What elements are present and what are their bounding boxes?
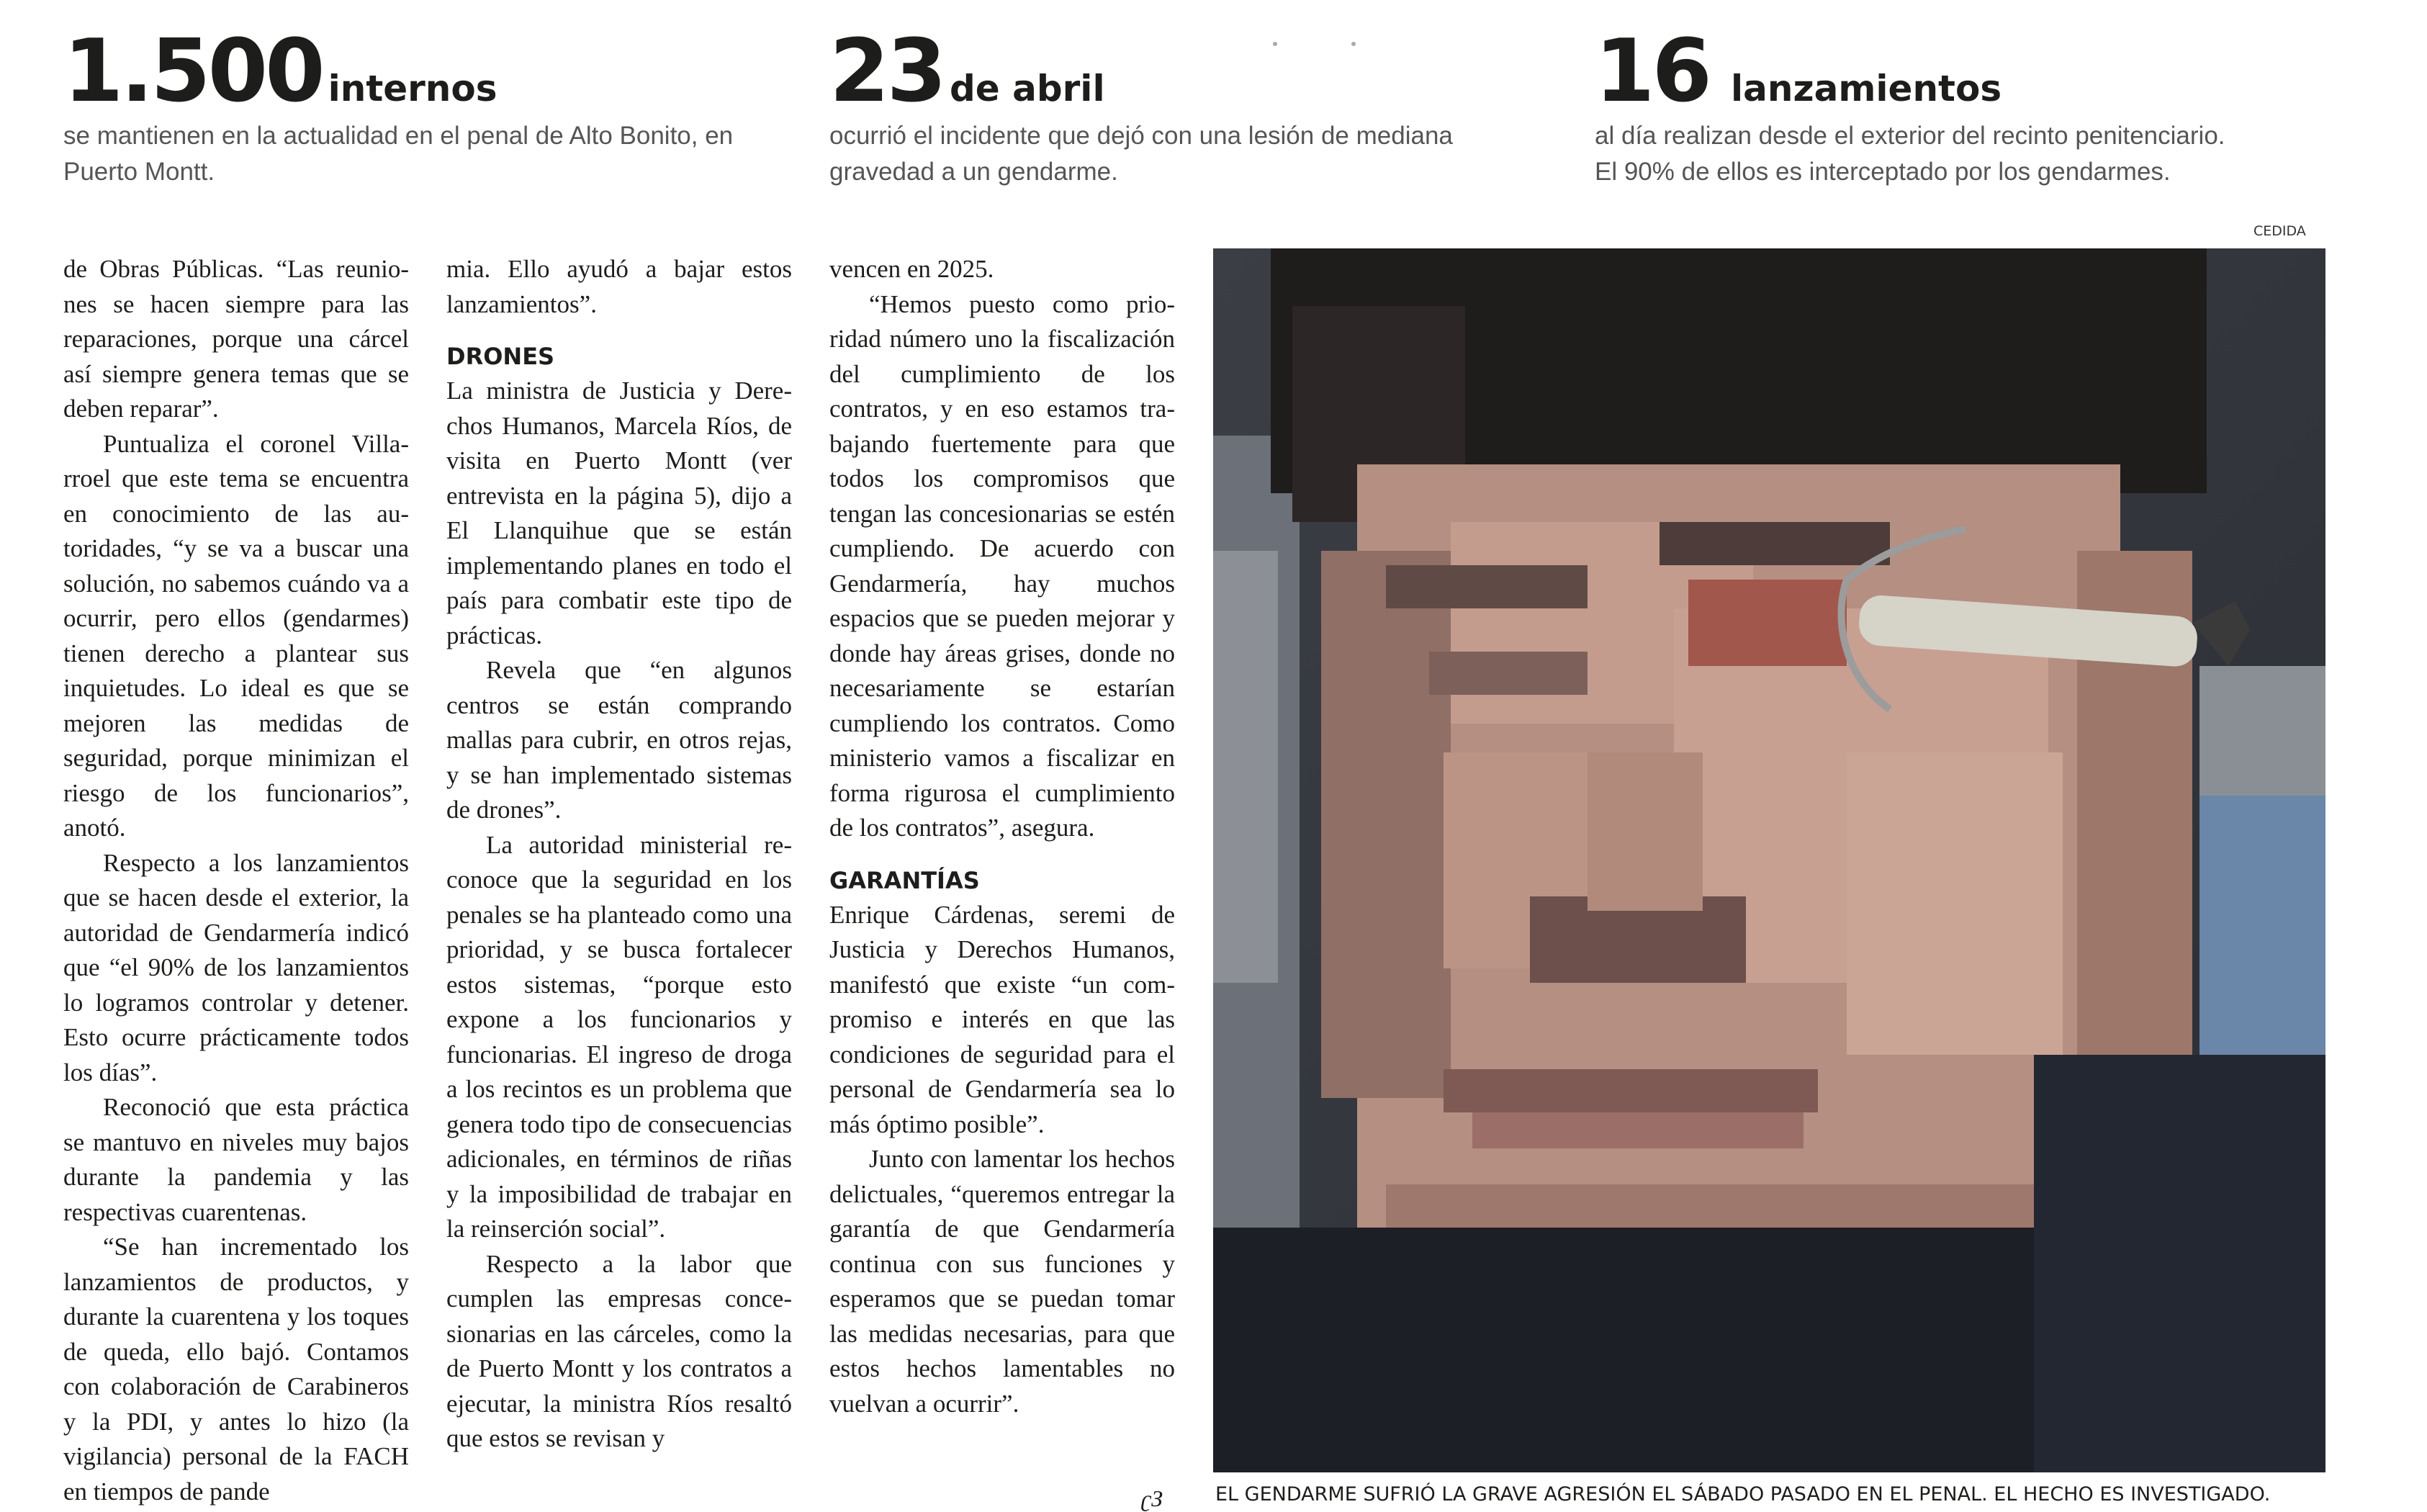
body-paragraph: La ministra de Justicia y Derechos Humanos, Marcela Ríos, de visita en Puerto Montt (ver entrevista en la página 5), dijo a El Llanquihue que se están implementando planes en todo el país para combatir este tipo de prácticas.: [446, 377, 792, 649]
stat-unit: lanzamientos: [1731, 68, 2002, 109]
body-paragraph: “Hemos puesto como prioridad número uno la fiscalización del cumplimiento de los contratos, y en eso estamos trabajando fuertemente para que todos los compromisos que tengan las concesionarias se estén cumpliendo. De acuerdo con Gendarmería, hay muchos espacios que se pueden mejorar y donde hay áreas grises, donde no necesariamente se estarían cumpliendo los contratos. Como ministerio vamos a fiscalizar en forma rigurosa el cumplimiento de los contratos”, asegura.: [829, 289, 1175, 842]
body-paragraph: La autoridad ministerial reconoce que la seguridad en los penales se ha planteado como una prioridad, y se busca fortalecer estos sistemas, “porque esto expone a los funcionarios y funcionarias. El ingreso de droga a los recintos es un problema que genera todo tipo de consecuencias adicionales, en términos de riñas y la imposibilidad de trabajar en la reinserción social”.: [446, 830, 792, 1243]
stat-unit: de abril: [950, 68, 1105, 109]
pixelated-photo: [1213, 248, 2325, 1472]
stat-number: 16: [1595, 22, 1709, 122]
section-heading-garantias: GARANTÍAS: [829, 866, 980, 894]
stat-description: Puerto Montt.: [63, 158, 215, 186]
body-paragraph: Respecto a los lanzamientos que se hacen desde el exterior, la autoridad de Gendarmería indicó que “el 90% de los lanzamientos lo logramos controlar y detener. Esto ocurre prácticamente todos los días”.: [63, 848, 409, 1086]
stat-number: 1.500: [63, 22, 323, 122]
stat-description: se mantienen en la actualidad en el penal de Alto Bonito, en: [63, 122, 734, 150]
body-paragraph: Puntualiza el coronel Villarroel que este tema se encuentra en conocimiento de las autoridades, “y se va a buscar una solución, no sabemos cuándo va a ocurrir, pero ellos (gendarmes) tienen derecho a plantear sus inquietudes. Lo ideal es que se mejoren las medidas de seguridad, porque minimizan el riesgo de los funcionarios”, anotó.: [63, 429, 409, 842]
body-paragraph: de Obras Públicas. “Las reuniones se hacen siempre para las reparaciones, porque una cárcel así siempre genera temas que se deben reparar”.: [63, 255, 409, 423]
author-end-mark: ʗЗ: [1141, 1485, 1163, 1511]
stat-description: gravedad a un gendarme.: [829, 158, 1118, 186]
section-heading-drones: DRONES: [446, 343, 555, 370]
body-paragraph: Junto con lamentar los hechos delictuales, “queremos entregar la garantía de que Gendarmería continua con sus funciones y esperamos que se puedan tomar las medidas necesarias, para que estos hechos lamentables no vuelvan a ocurrir”.: [829, 1145, 1175, 1418]
article-column-3: [829, 252, 1175, 1421]
stat-description: al día realizan desde el exterior del recinto penitenciario.: [1595, 122, 2225, 150]
body-paragraph: vencen en 2025.: [829, 255, 994, 283]
stat-fecha: [829, 22, 1549, 190]
stat-description: El 90% de ellos es interceptado por los gendarmes.: [1595, 158, 2171, 186]
body-paragraph: Enrique Cárdenas, seremi de Justicia y Derechos Humanos, manifestó que existe “un compromiso e interés en que las condiciones de seguridad para el personal de Gendarmería sea lo más óptimo posible”.: [829, 900, 1175, 1138]
article-column-2: [446, 252, 792, 1457]
stat-unit: internos: [328, 68, 497, 109]
stat-lanzamientos: [1595, 22, 2315, 190]
body-paragraph: Respecto a la labor que cumplen las empresas concesionarias en las cárceles, como la de Puerto Montt y los contratos a ejecutar, la ministra Ríos resaltó que estos se revisan y: [446, 1249, 792, 1452]
body-paragraph: “Se han incrementado los lanzamientos de productos, y durante la cuarentena y los toques de queda, ello bajó. Contamos con colaboración de Carabineros y la PDI, y antes lo hizo (la vigilancia) personal de la FACH en tiempos de pande: [63, 1233, 409, 1506]
body-paragraph: Reconoció que esta práctica se mantuvo en niveles muy bajos durante la pandemia y las respectivas cuarentenas.: [63, 1093, 409, 1226]
body-paragraph: mia. Ello ayudó a bajar estos lanzamientos”.: [446, 255, 792, 318]
stat-number: 23: [829, 22, 944, 122]
stat-description: ocurrió el incidente que dejó con una lesión de mediana: [829, 122, 1453, 150]
body-paragraph: Revela que “en algunos centros se están comprando mallas para cubrir, en otros rejas, y se han implementado sistemas de drones”.: [446, 656, 792, 824]
article-column-1: [63, 252, 409, 1509]
photo-caption: EL GENDARME SUFRIÓ LA GRAVE AGRESIÓN EL SÁBADO PASADO EN EL PENAL. EL HECHO ES INVESTIGADO.: [1215, 1483, 2271, 1506]
photo-credit: CEDIDA: [2253, 223, 2306, 239]
pixelated-face-image: [1213, 248, 2325, 1472]
stat-internos: [63, 22, 783, 190]
